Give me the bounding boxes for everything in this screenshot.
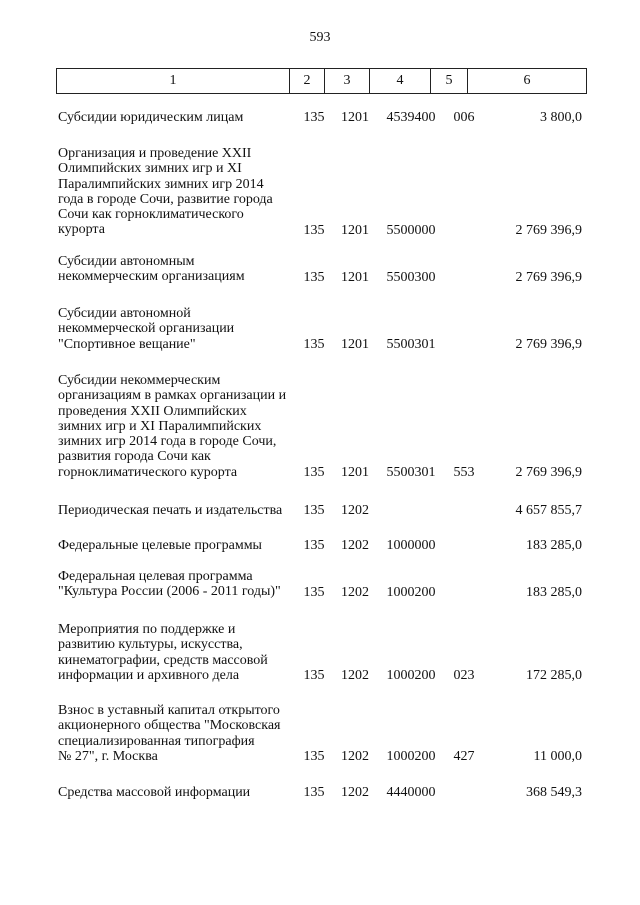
table-row [0, 538, 640, 553]
row-description-line: Субсидии автономным [58, 254, 195, 269]
column-header-table [56, 68, 587, 94]
row-description-line: курорта [58, 222, 105, 238]
table-row [0, 254, 640, 285]
code-ministry: 135 [303, 748, 325, 764]
row-description-line: зимних игр и XI Паралимпийских [58, 418, 262, 434]
row-description [58, 569, 288, 600]
code-ministry: 135 [303, 109, 325, 125]
row-description [58, 373, 288, 480]
table-row [0, 703, 640, 764]
row-description-line: развитию культуры, искусства, [58, 637, 243, 653]
column-header-4: 4 [370, 69, 431, 94]
row-description-line: Взнос в уставный капитал открытого [58, 703, 280, 718]
code-section: 1202 [341, 784, 369, 800]
amount: 2 769 396,9 [515, 464, 582, 480]
table-row [0, 373, 640, 480]
column-header-2: 2 [290, 69, 325, 94]
code-target: 4440000 [386, 784, 436, 800]
amount: 183 285,0 [526, 537, 582, 553]
row-description-line: Средства массовой информации [58, 785, 251, 800]
code-section: 1201 [341, 464, 369, 480]
row-description [58, 622, 288, 683]
row-description-line: Федеральные целевые программы [58, 538, 262, 553]
table-row [0, 146, 640, 238]
table-row [0, 785, 640, 800]
amount: 4 657 855,7 [515, 502, 582, 518]
code-target: 5500300 [386, 269, 436, 285]
code-target: 1000200 [386, 584, 436, 600]
code-section: 1201 [341, 269, 369, 285]
row-description [58, 254, 288, 285]
code-section: 1201 [341, 109, 369, 125]
row-description-line: Периодическая печать и издательства [58, 503, 283, 518]
code-expense-type: 023 [453, 667, 475, 683]
code-ministry: 135 [303, 667, 325, 683]
row-description-line: Паралимпийских зимних игр 2014 [58, 176, 264, 192]
code-section: 1202 [341, 667, 369, 683]
row-description-line: информации и архивного дела [58, 667, 240, 683]
amount: 11 000,0 [533, 748, 582, 764]
code-target: 5500301 [386, 464, 436, 480]
row-description [58, 785, 288, 800]
row-description-line: Федеральная целевая программа [58, 569, 253, 584]
table-row [0, 503, 640, 518]
code-target: 5500000 [386, 222, 436, 238]
row-description-line: развития города Сочи как [58, 449, 211, 465]
table-row [0, 622, 640, 683]
column-header-3: 3 [325, 69, 370, 94]
row-description-line: Организация и проведение XXII [58, 146, 252, 161]
code-section: 1202 [341, 748, 369, 764]
row-description-line: некоммерческой организации [58, 321, 235, 337]
code-section: 1202 [341, 537, 369, 553]
row-description-line: горноклиматического курорта [58, 464, 238, 480]
row-description [58, 538, 288, 553]
code-expense-type: 427 [453, 748, 475, 764]
row-description-line: "Культура России (2006 - 2011 годы)" [58, 584, 281, 600]
row-description-line: Субсидии юридическим лицам [58, 110, 244, 125]
table-row [0, 110, 640, 125]
row-description-line: зимних игр 2014 года в городе Сочи, [58, 434, 277, 450]
amount: 3 800,0 [540, 109, 582, 125]
amount: 2 769 396,9 [515, 269, 582, 285]
code-expense-type: 553 [453, 464, 475, 480]
code-ministry: 135 [303, 584, 325, 600]
amount: 172 285,0 [526, 667, 582, 683]
column-header-6: 6 [468, 69, 587, 94]
code-ministry: 135 [303, 784, 325, 800]
row-description-line: акционерного общества "Московская [58, 718, 281, 734]
code-ministry: 135 [303, 464, 325, 480]
amount: 2 769 396,9 [515, 336, 582, 352]
row-description-line: кинематографии, средств массовой [58, 652, 268, 668]
amount: 2 769 396,9 [515, 222, 582, 238]
row-description-line: № 27", г. Москва [58, 748, 158, 764]
code-target: 1000200 [386, 667, 436, 683]
code-ministry: 135 [303, 502, 325, 518]
code-section: 1202 [341, 584, 369, 600]
row-description-line: года в городе Сочи, развитие города [58, 191, 273, 207]
table-row [0, 569, 640, 600]
amount: 368 549,3 [526, 784, 582, 800]
row-description-line: Субсидии автономной [58, 306, 191, 321]
row-description-line: Субсидии некоммерческим [58, 373, 221, 388]
column-header-1: 1 [57, 69, 290, 94]
code-ministry: 135 [303, 222, 325, 238]
code-ministry: 135 [303, 537, 325, 553]
table-row [0, 306, 640, 352]
row-description-line: организациям в рамках организации и [58, 388, 287, 404]
code-section: 1201 [341, 336, 369, 352]
row-description [58, 703, 288, 764]
amount: 183 285,0 [526, 584, 582, 600]
row-description-line: специализированная типография [58, 733, 255, 749]
code-section: 1202 [341, 502, 369, 518]
code-target: 1000000 [386, 537, 436, 553]
row-description [58, 110, 288, 125]
row-description [58, 306, 288, 352]
page-number: 593 [309, 30, 331, 45]
column-header-5: 5 [431, 69, 468, 94]
row-description [58, 503, 288, 518]
row-description-line: проведения XXII Олимпийских [58, 403, 247, 419]
row-description-line: некоммерческим организациям [58, 269, 245, 285]
row-description-line: Мероприятия по поддержке и [58, 622, 236, 637]
code-ministry: 135 [303, 269, 325, 285]
row-description-line: "Спортивное вещание" [58, 336, 196, 352]
code-target: 1000200 [386, 748, 436, 764]
code-target: 4539400 [386, 109, 436, 125]
code-section: 1201 [341, 222, 369, 238]
row-description-line: Олимпийских зимних игр и XI [58, 161, 242, 177]
code-ministry: 135 [303, 336, 325, 352]
code-expense-type: 006 [453, 109, 475, 125]
column-header-row [57, 69, 587, 94]
row-description-line: Сочи как горноклиматического [58, 207, 244, 223]
code-target: 5500301 [386, 336, 436, 352]
row-description [58, 146, 288, 238]
